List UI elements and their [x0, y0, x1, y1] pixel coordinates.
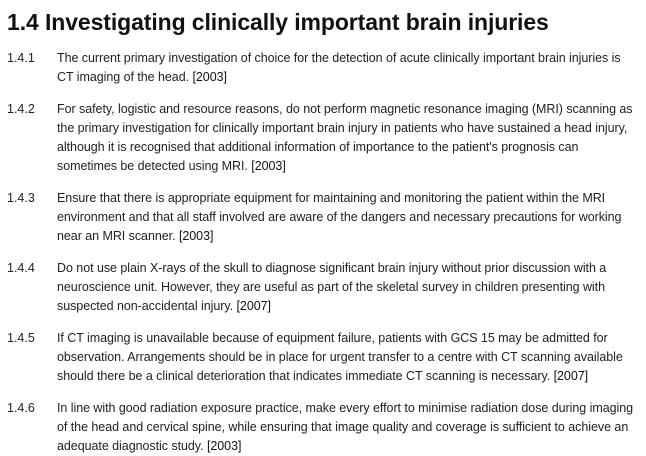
recommendation-body: In line with good radiation exposure practice, make every effort to minimise radiation dose during imaging of the head and cervical spine, while ensuring that image quality and coverage is sufficient to achieve an adequate diagnostic study.	[57, 401, 634, 453]
recommendation-date: [2003]	[251, 159, 286, 173]
recommendation-date: [2003]	[192, 70, 227, 84]
recommendation-text	[57, 259, 638, 316]
recommendation-1-4-2	[7, 100, 638, 176]
recommendation-text	[57, 100, 638, 176]
recommendation-list	[7, 49, 638, 456]
recommendation-date: [2007]	[553, 369, 589, 383]
recommendation-body: For safety, logistic and resource reasons, do not perform magnetic resonance imaging (MRI) scanning as the primary investigation for clinically important brain injury in patients who have sustained a head injury, although it is recognised that additional information of importance to the patient's prognosis can sometimes be detected using MRI.	[57, 102, 633, 173]
recommendation-1-4-3	[7, 189, 638, 246]
recommendation-date: [2003]	[178, 229, 214, 243]
recommendation-date: [2003]	[206, 439, 242, 453]
recommendation-body: If CT imaging is unavailable because of equipment failure, patients with GCS 15 may be admitted for observation. Arrangements should be in place for urgent transfer to a centre with CT scanning available should there be a clinical deterioration that indicates immediate CT scanning is necessary.	[57, 331, 623, 383]
recommendation-body: Ensure that there is appropriate equipment for maintaining and monitoring the patient within the MRI environment and that all staff involved are aware of the dangers and necessary precautions for working near an MRI scanner.	[57, 191, 622, 243]
recommendation-date: [2007]	[236, 299, 271, 313]
recommendation-text	[57, 399, 638, 456]
recommendation-number: 1.4.3	[7, 191, 35, 205]
recommendation-1-4-1	[7, 49, 638, 87]
recommendation-body: Do not use plain X-rays of the skull to diagnose significant brain injury without prior discussion with a neuroscience unit. However, they are useful as part of the skeletal survey in children presenting with suspected non-accidental injury.	[57, 261, 607, 313]
recommendation-number: 1.4.1	[7, 51, 35, 65]
recommendation-text	[57, 189, 638, 246]
recommendation-number: 1.4.6	[7, 401, 35, 415]
recommendation-1-4-5	[7, 329, 638, 386]
recommendation-number: 1.4.5	[7, 331, 35, 345]
recommendation-text	[57, 49, 638, 87]
recommendation-body: The current primary investigation of choice for the detection of acute clinically important brain injuries is CT imaging of the head.	[57, 51, 621, 84]
section-title: 1.4 Investigating clinically important brain injuries	[7, 9, 549, 35]
recommendation-1-4-4	[7, 259, 638, 316]
recommendation-1-4-6	[7, 399, 638, 456]
recommendation-text	[57, 329, 638, 386]
recommendation-number: 1.4.4	[7, 261, 35, 275]
recommendation-number: 1.4.2	[7, 102, 35, 116]
